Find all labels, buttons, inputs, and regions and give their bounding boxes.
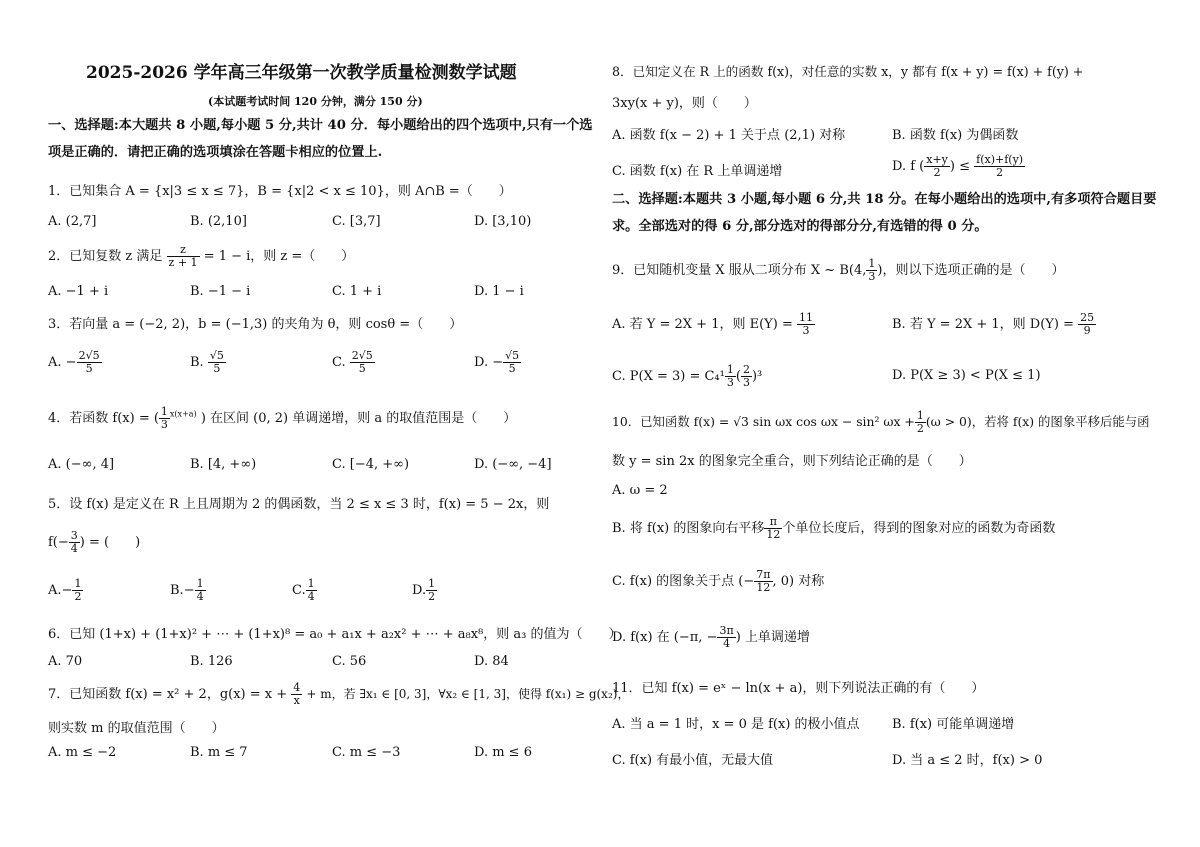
option-fraction <box>195 578 206 603</box>
fraction-denominator: 2 <box>74 590 82 603</box>
question-7-stem-part: + m，若 ∃x₁ ∈ [0, 3]，∀x₂ ∈ [1, 3]，使得 f(x₁) ≥ g(x₂)， <box>306 687 630 701</box>
option-part: C. f(x) 的图象关于点 (− <box>612 574 755 589</box>
fraction-numerator: f(x)+f(y) <box>976 153 1024 166</box>
question-7-option-d: D. m ≤ 6 <box>474 745 532 760</box>
fraction-numerator: 1 <box>196 577 204 590</box>
fraction-denominator: 3 <box>160 418 168 431</box>
option-label: A. <box>48 355 62 370</box>
question-9-stem-part: )，则以下选项正确的是（ ） <box>877 263 1065 278</box>
option-fraction <box>426 578 437 603</box>
question-9-stem <box>612 258 1064 283</box>
question-2-option-c: C. 1 + i <box>332 284 382 299</box>
fraction-numerator: 3π <box>719 624 734 637</box>
question-5-option-b <box>170 578 206 603</box>
fraction-numerator: 1 <box>428 577 436 590</box>
option-fraction <box>77 350 102 375</box>
question-7-fraction <box>291 682 302 707</box>
option-part: B. 若 Y = 2X + 1，则 D(Y) = <box>892 317 1074 332</box>
fraction-denominator: 5 <box>85 362 93 375</box>
fraction-denominator: 3 <box>802 324 810 337</box>
question-10-stem-line-2: 数 y = sin 2x 的图象完全重合，则下列结论正确的是（ ） <box>612 454 972 469</box>
option-label: B. <box>170 583 184 598</box>
option-label: D. <box>412 583 427 598</box>
fraction-numerator: 1 <box>916 409 924 422</box>
fraction-denominator: 4 <box>196 590 204 603</box>
question-5-stem-line-2 <box>48 530 140 555</box>
fraction-numerator: 1 <box>74 577 82 590</box>
option-fraction <box>797 312 815 337</box>
option-part: C. P(X = 3) = C₄¹ <box>612 369 725 384</box>
question-11-option-c: C. f(x) 有最小值，无最大值 <box>612 753 774 768</box>
question-11-option-d: D. 当 a ≤ 2 时，f(x) > 0 <box>892 753 1043 768</box>
fraction-denominator: 4 <box>307 590 315 603</box>
fraction-numerator: 4 <box>293 681 301 694</box>
question-9-option-a <box>612 312 815 337</box>
question-2-stem-part: 2．已知复数 z 满足 <box>48 249 163 264</box>
question-4-stem-part: ) 在区间 (0, 2) 单调递增，则 a 的取值范围是（ ） <box>200 411 517 426</box>
fraction-numerator: x+y <box>926 153 948 166</box>
question-3-option-c <box>332 350 375 375</box>
option-fraction <box>306 578 317 603</box>
fraction-numerator: 2√5 <box>351 349 373 362</box>
question-10-fraction <box>915 410 926 435</box>
option-label: D. <box>474 355 489 370</box>
page-title: 2025-2026 学年高三年级第一次教学质量检测数学试题 <box>86 63 517 83</box>
page-subtitle: (本试题考试时间 120 分钟，满分 150 分) <box>208 95 423 108</box>
fraction-numerator: 2√5 <box>78 349 100 362</box>
question-10-option-d <box>612 625 810 650</box>
option-part: ( <box>735 369 741 384</box>
option-part: D. f ( <box>892 159 925 174</box>
fraction-denominator: 5 <box>358 362 366 375</box>
fraction-denominator: 3 <box>868 270 876 283</box>
question-1-option-c: C. [3,7] <box>332 214 381 229</box>
question-1-option-a: A. (2,7] <box>48 214 97 229</box>
question-7-option-c: C. m ≤ −3 <box>332 745 401 760</box>
fraction-denominator: 4 <box>70 542 78 555</box>
question-5-fraction <box>69 530 80 555</box>
section-1-heading: 一、选择题:本大题共 8 小题,每小题 5 分,共计 40 分．每小题给出的四个选项中,只有一个选项是正确的．请把正确的选项填涂在答题卡相应的位置上. <box>48 118 593 160</box>
question-10-stem-part: (ω > 0)，若将 f(x) 的图象平移后能与函 <box>925 414 1150 429</box>
option-label: C. <box>292 583 306 598</box>
fraction-numerator: √5 <box>209 349 224 362</box>
option-part: 个单位长度后，得到的图象对应的函数为奇函数 <box>782 521 1056 536</box>
fraction-denominator: 3 <box>742 376 750 389</box>
question-4-option-d: D. (−∞, −4] <box>474 457 552 472</box>
question-9-option-b <box>892 312 1096 337</box>
option-sign: − <box>492 355 504 370</box>
question-5-option-c <box>292 578 317 603</box>
option-part: ) ≤ <box>949 159 970 174</box>
fraction-numerator: 1 <box>307 577 315 590</box>
option-fraction <box>924 154 950 179</box>
question-3-stem: 3．若向量 a = (−2, 2)，b = (−1,3) 的夹角为 θ，则 cosθ =（ ） <box>48 317 463 332</box>
question-9-stem-part: 9．已知随机变量 X 服从二项分布 X ~ B(4, <box>612 263 867 278</box>
fraction-denominator: 5 <box>508 362 516 375</box>
question-10-option-c <box>612 569 824 594</box>
option-fraction <box>764 516 782 541</box>
option-fraction <box>1078 312 1096 337</box>
question-7-stem <box>48 682 629 707</box>
fraction-numerator: z <box>167 244 200 257</box>
fraction-numerator: 1 <box>726 363 734 376</box>
question-8-option-c: C. 函数 f(x) 在 R 上单调递增 <box>612 164 783 179</box>
fraction-numerator: π <box>764 516 782 529</box>
option-fraction <box>717 625 735 650</box>
option-sign: − <box>61 583 73 598</box>
question-3-option-d <box>474 350 521 375</box>
question-4-option-c: C. [−4, +∞) <box>332 457 410 472</box>
option-part: ) 上单调递增 <box>735 630 810 645</box>
question-8-option-d <box>892 154 1025 179</box>
question-6-option-b: B. 126 <box>190 654 233 669</box>
option-fraction <box>503 350 521 375</box>
question-10-option-a: A. ω = 2 <box>612 483 668 498</box>
option-sign: − <box>183 583 195 598</box>
fraction-denominator: 12 <box>766 528 781 541</box>
fraction-numerator: 11 <box>799 311 813 324</box>
question-4-exponent: x(x+a) <box>169 409 197 419</box>
question-1-option-d: D. [3,10) <box>474 214 532 229</box>
fraction-denominator: 2 <box>428 590 436 603</box>
question-8-stem: 8．已知定义在 R 上的函数 f(x)，对任意的实数 x，y 都有 f(x + y) = f(x) + f(y) + <box>612 64 1084 79</box>
question-7-option-a: A. m ≤ −2 <box>48 745 117 760</box>
question-4-option-b: B. [4, +∞) <box>190 457 257 472</box>
question-5-option-a <box>48 578 83 603</box>
option-part: , 0) 对称 <box>772 574 825 589</box>
fraction-denominator: 5 <box>213 362 221 375</box>
question-11-option-a: A. 当 a = 1 时，x = 0 是 f(x) 的极小值点 <box>612 717 860 732</box>
question-10-stem <box>612 410 1150 435</box>
option-fraction-2 <box>974 154 1025 179</box>
fraction-denominator: 4 <box>723 637 731 650</box>
fraction-denominator: 2 <box>933 166 941 179</box>
fraction-denominator: 12 <box>756 581 771 594</box>
question-2-stem-part: = 1 − i，则 z =（ ） <box>203 249 355 264</box>
option-label: A. <box>48 583 62 598</box>
fraction-numerator: √5 <box>505 349 520 362</box>
option-part: D. f(x) 在 (−π, − <box>612 630 718 645</box>
option-fraction <box>208 350 226 375</box>
option-label: C. <box>332 355 346 370</box>
question-3-option-b <box>190 350 226 375</box>
question-6-option-d: D. 84 <box>474 654 509 669</box>
fraction-denominator: 3 <box>726 376 734 389</box>
question-8-stem-line-2: 3xy(x + y)，则（ ） <box>612 96 757 111</box>
question-7-stem-line-2: 则实数 m 的取值范围（ ） <box>48 721 225 736</box>
fraction-denominator: 2 <box>916 422 924 435</box>
fraction-numerator: 2 <box>742 363 750 376</box>
question-8-option-a: A. 函数 f(x − 2) + 1 关于点 (2,1) 对称 <box>612 128 846 143</box>
option-label: B. <box>190 355 204 370</box>
fraction-numerator: 1 <box>160 405 168 418</box>
question-5-option-d <box>412 578 437 603</box>
section-2-heading: 二、选择题:本题共 3 小题,每小题 6 分,共 18 分。在每小题给出的选项中,有多项符合题目要求。全部选对的得 6 分,部分选对的得部分分,有选错的得 0 分。 <box>612 192 1157 234</box>
fraction-denominator: x <box>293 694 300 707</box>
question-6-stem: 6．已知 (1+x) + (1+x)² + ⋯ + (1+x)⁸ = a₀ + a₁x + a₂x² + ⋯ + a₈x⁸，则 a₃ 的值为（ ） <box>48 627 622 642</box>
question-6-option-c: C. 56 <box>332 654 367 669</box>
question-10-option-b <box>612 516 1055 541</box>
fraction-denominator: 9 <box>1083 324 1091 337</box>
question-8-option-b: B. 函数 f(x) 为偶函数 <box>892 128 1019 143</box>
question-6-option-a: A. 70 <box>48 654 83 669</box>
question-5-stem-part: ) = ( ) <box>79 535 141 550</box>
question-3-option-a <box>48 350 102 375</box>
question-7-option-b: B. m ≤ 7 <box>190 745 248 760</box>
question-2-option-b: B. −1 − i <box>190 284 251 299</box>
question-9-fraction <box>866 258 877 283</box>
question-9-option-d: D. P(X ≥ 3) < P(X ≤ 1) <box>892 368 1041 383</box>
fraction-numerator: 7π <box>756 568 771 581</box>
option-fraction <box>72 578 83 603</box>
option-part: )³ <box>751 369 763 384</box>
option-sign: − <box>65 355 77 370</box>
question-5-stem: 5．设 f(x) 是定义在 R 上且周期为 2 的偶函数，当 2 ≤ x ≤ 3 时，f(x) = 5 − 2x，则 <box>48 497 550 512</box>
option-part: A. 若 Y = 2X + 1，则 E(Y) = <box>612 317 793 332</box>
question-10-stem-part: 10．已知函数 f(x) = √3 sin ωx cos ωx − sin² ωx + <box>612 414 915 429</box>
question-2-option-d: D. 1 − i <box>474 284 524 299</box>
option-fraction-2 <box>741 364 752 389</box>
question-4-stem-part: 4．若函数 f(x) = ( <box>48 411 159 426</box>
option-fraction <box>350 350 375 375</box>
question-4-fraction <box>159 406 170 431</box>
option-fraction <box>725 364 736 389</box>
question-9-option-c <box>612 364 762 389</box>
question-1-stem: 1．已知集合 A = {x|3 ≤ x ≤ 7}，B = {x|2 < x ≤ 10}，则 A∩B =（ ） <box>48 184 512 199</box>
question-4-option-a: A. (−∞, 4] <box>48 457 115 472</box>
question-11-option-b: B. f(x) 可能单调递增 <box>892 717 1015 732</box>
fraction-denominator: z + 1 <box>168 256 198 269</box>
question-11-stem: 11．已知 f(x) = eˣ − ln(x + a)，则下列说法正确的有（ ） <box>612 681 985 696</box>
fraction-numerator: 3 <box>70 529 78 542</box>
fraction-numerator: 1 <box>868 257 876 270</box>
option-part: B. 将 f(x) 的图象向右平移 <box>612 521 765 536</box>
question-1-option-b: B. (2,10] <box>190 214 247 229</box>
question-2-option-a: A. −1 + i <box>48 284 109 299</box>
question-4-stem <box>48 406 516 431</box>
fraction-numerator: 25 <box>1080 311 1095 324</box>
fraction-denominator: 2 <box>996 166 1004 179</box>
question-7-stem-part: 7．已知函数 f(x) = x² + 2，g(x) = x + <box>48 687 288 702</box>
question-2-stem <box>48 244 354 269</box>
option-fraction <box>754 569 772 594</box>
question-2-fraction <box>167 244 200 269</box>
question-5-stem-part: f(− <box>48 535 69 550</box>
